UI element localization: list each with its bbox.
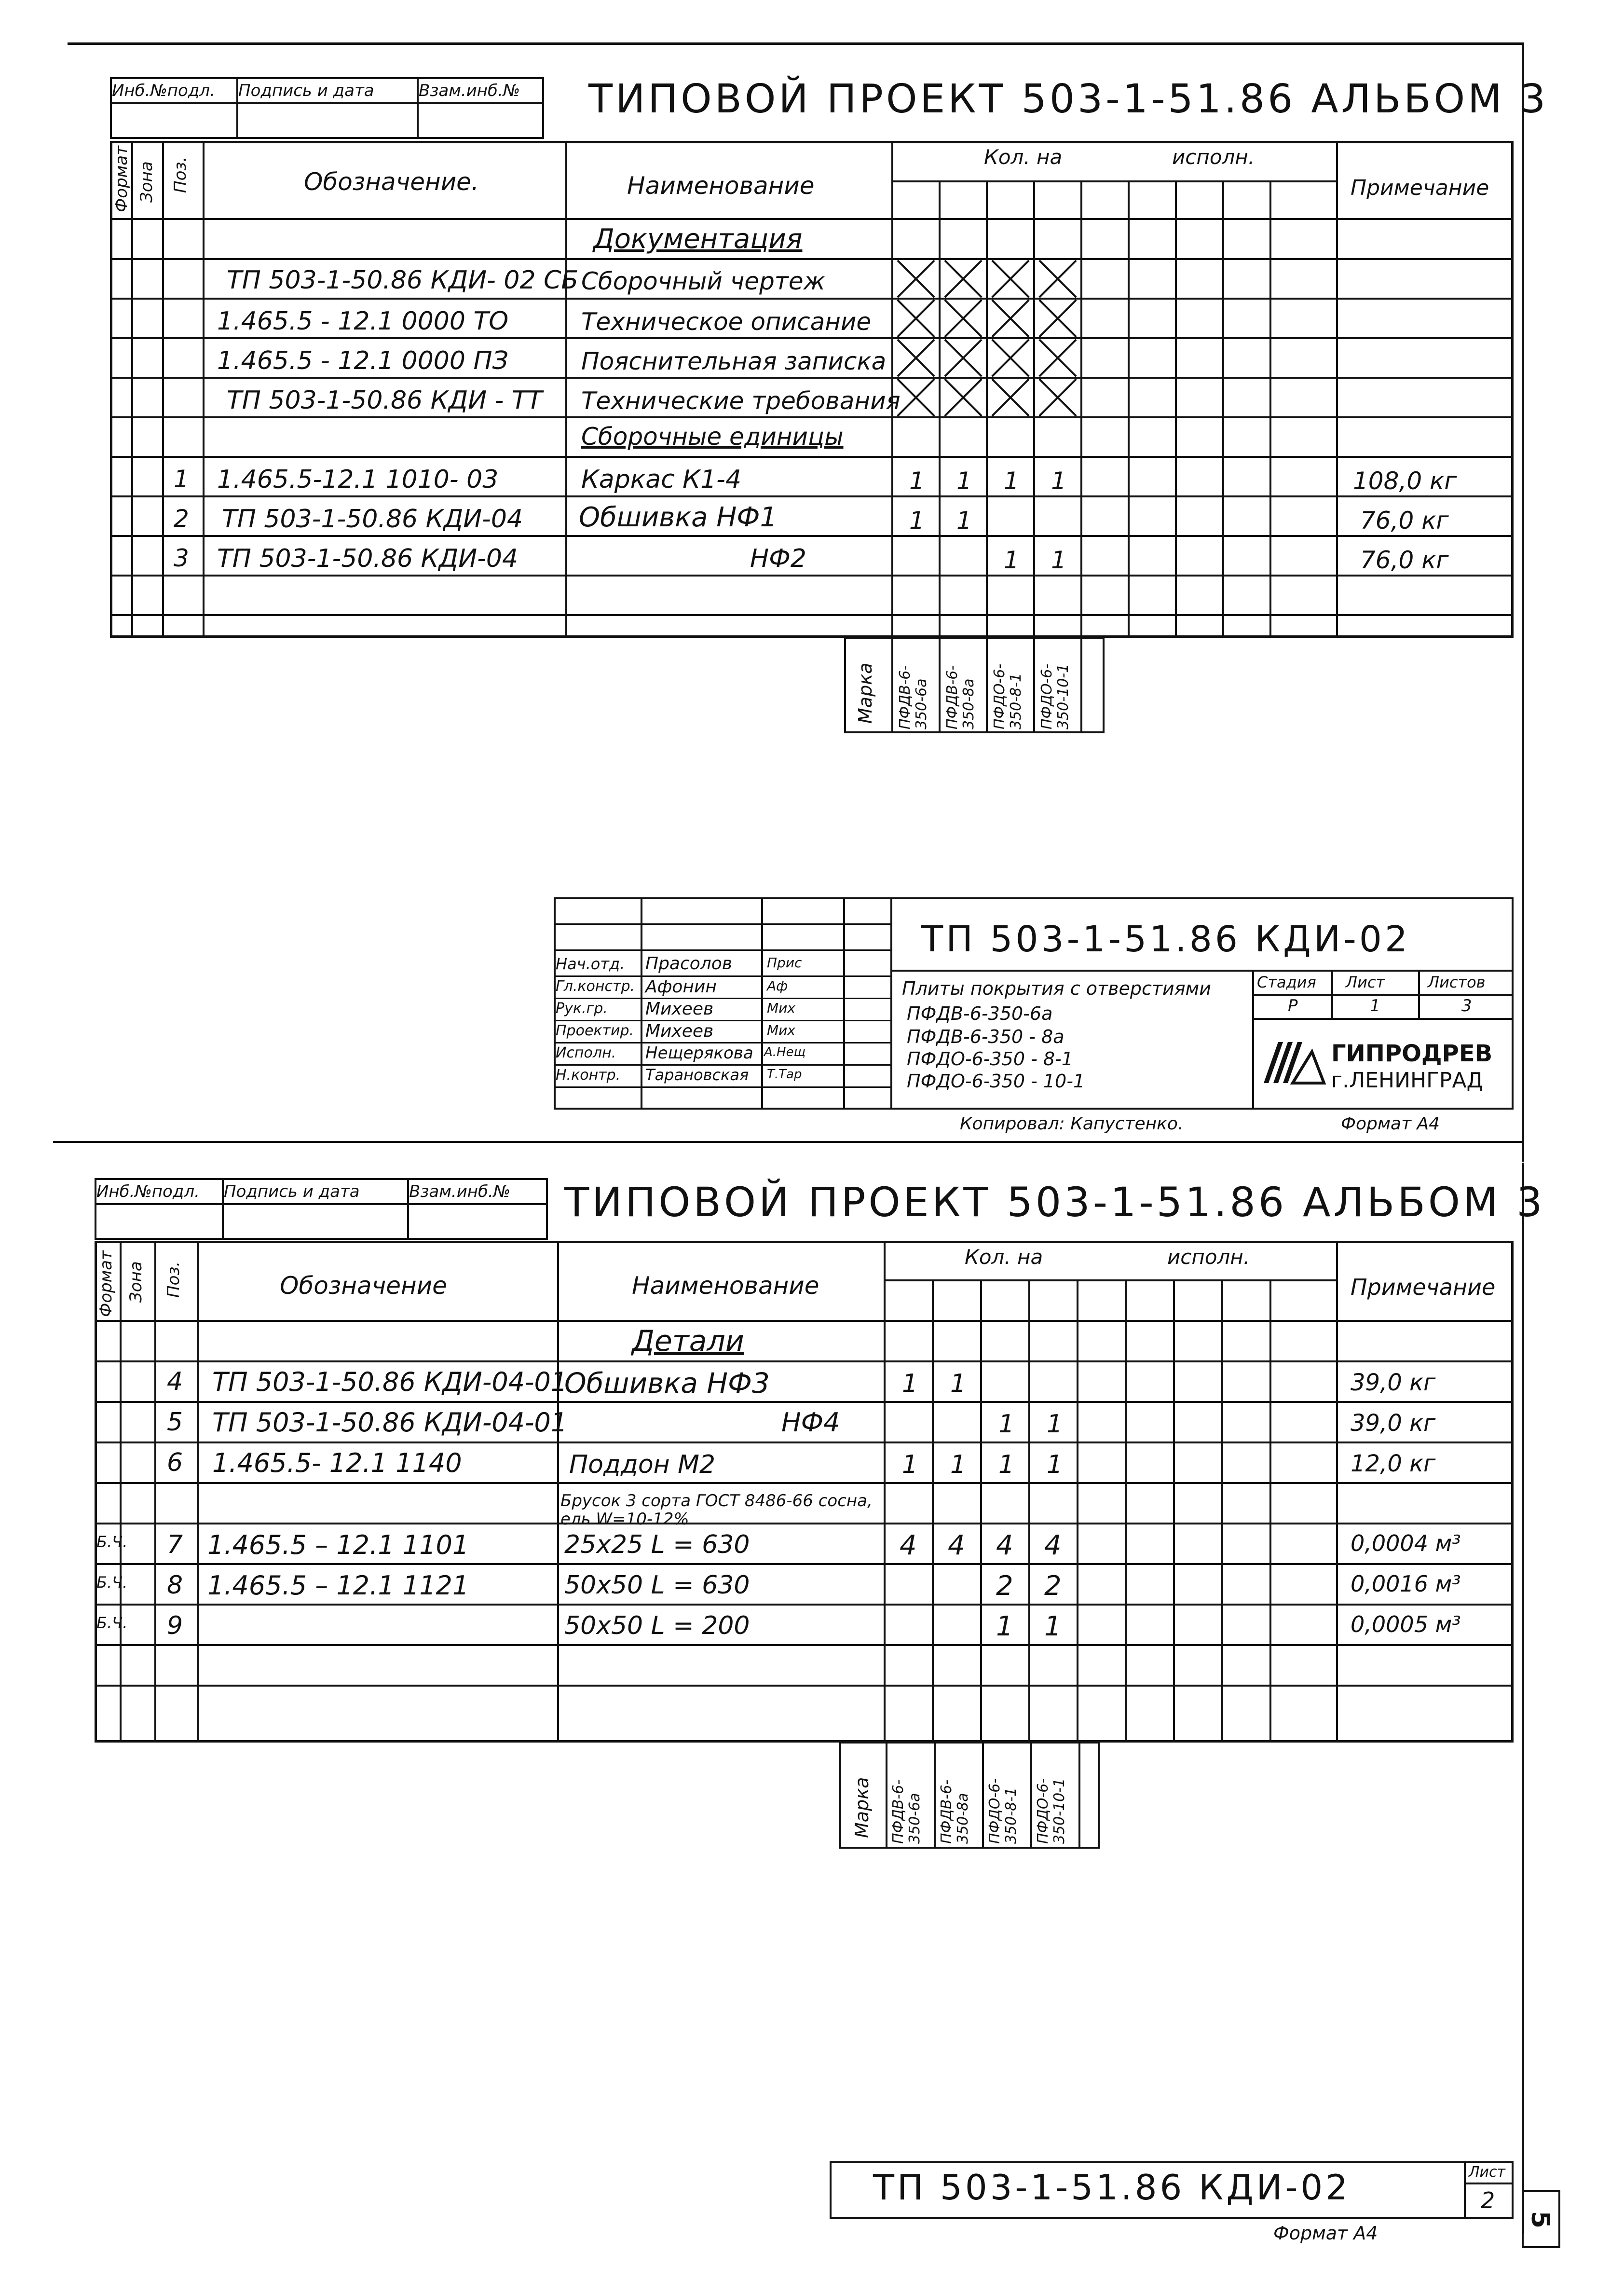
hdr-qty: Кол. на — [965, 1245, 1043, 1269]
person-name: Нещерякова — [645, 1043, 753, 1063]
frame-top — [68, 42, 1524, 45]
person-sig: Мих — [767, 1022, 795, 1038]
titleblock-code: ТП 503-1-51.86 КДИ-02 — [873, 2167, 1351, 2208]
desc-line: Плиты покрытия с отверстиями — [902, 978, 1211, 999]
row-name: Брусок 3 сорта ГОСТ 8486-66 сосна, ель W=10-12% — [560, 1491, 873, 1529]
row-note: 39,0 кг — [1351, 1410, 1436, 1437]
row-designation: 1.465.5 – 12.1 1101 — [207, 1530, 469, 1560]
x-mark — [941, 339, 986, 377]
row-designation: ТП 503-1-50.86 КДИ- 02 СБ — [227, 266, 579, 295]
qty-cell: 1 — [950, 1450, 967, 1479]
qty-cell: 1 — [1004, 467, 1019, 495]
sheets-value: 3 — [1461, 996, 1472, 1016]
mark-item: ПФДВ-6-350-6а — [897, 665, 930, 729]
qty-cell: 1 — [950, 1369, 967, 1398]
person-sig: Мих — [767, 1000, 795, 1016]
person-name: Прасолов — [645, 954, 733, 974]
row-name: Обшивка НФ1 — [579, 502, 778, 533]
org-name: ГИПРОДРЕВ — [1331, 1040, 1493, 1067]
row-note: 0,0016 м³ — [1351, 1571, 1461, 1597]
row-name: 25x25 L = 630 — [564, 1530, 750, 1559]
row-designation: ТП 503-1-50.86 КДИ-04-01 — [212, 1407, 568, 1438]
x-mark — [893, 300, 939, 337]
mark-item: ПФДО-6-350-8-1 — [991, 663, 1024, 729]
desc-line: ПФДВ-6-350-6а — [907, 1003, 1053, 1024]
qty-cell: 1 — [909, 467, 925, 495]
row-designation: 1.465.5-12.1 1010- 03 — [217, 465, 499, 494]
row-name: НФ2 — [750, 544, 806, 573]
hdr-zone: Зона — [137, 161, 156, 203]
x-mark — [893, 339, 939, 377]
row-format: Б.Ч. — [96, 1533, 128, 1551]
row-note: 39,0 кг — [1351, 1369, 1436, 1396]
qty-cell: 1 — [1051, 467, 1066, 495]
qty-cell: 4 — [948, 1530, 965, 1561]
stage-label: Стадия — [1257, 973, 1316, 991]
row-pos: 6 — [167, 1448, 183, 1477]
stamp-sign: Подпись и дата — [238, 81, 374, 100]
hdr-format: Формат — [96, 1250, 116, 1317]
mark-item: ПФДО-6-350-8-1 — [986, 1778, 1020, 1844]
hdr-designation: Обозначение. — [304, 168, 479, 196]
page-number: 5 — [1526, 2210, 1555, 2229]
hdr-pos: Поз. — [164, 1261, 183, 1298]
marks-label: Марка — [855, 662, 876, 724]
stamp-box — [95, 1178, 548, 1240]
x-mark — [1035, 379, 1080, 416]
sheet-value: 2 — [1481, 2187, 1495, 2213]
sheet-label: Лист — [1469, 2164, 1506, 2181]
row-designation: 1.465.5- 12.1 1140 — [212, 1448, 462, 1478]
row-name: 50x50 L = 200 — [564, 1611, 750, 1640]
person-name: Михеев — [645, 999, 714, 1019]
row-name: НФ4 — [781, 1407, 840, 1438]
person-sig: Прис — [767, 955, 802, 971]
row-pos: 7 — [167, 1530, 183, 1559]
x-mark — [988, 260, 1033, 298]
qty-cell: 1 — [902, 1450, 918, 1479]
hdr-qty: Кол. на — [984, 145, 1063, 169]
mark-item: ПФДВ-6-350-6а — [890, 1779, 923, 1844]
row-name: Каркас К1-4 — [581, 465, 742, 494]
stamp-sign: Подпись и дата — [224, 1182, 360, 1201]
row-pos: 8 — [167, 1571, 183, 1600]
stamp-inv: Инб.№подл. — [112, 81, 215, 100]
row-name: Сборочный чертеж — [581, 267, 825, 295]
row-note: 76,0 кг — [1360, 546, 1449, 574]
stamp-box — [110, 77, 544, 139]
row-pos: 2 — [174, 505, 189, 533]
qty-cell: 1 — [1051, 546, 1066, 574]
row-designation: 1.465.5 - 12.1 0000 ПЗ — [217, 346, 508, 375]
frame-right — [1522, 42, 1524, 1162]
row-pos: 5 — [167, 1408, 183, 1437]
row-pos: 4 — [167, 1367, 183, 1396]
mark-item: ПФДО-6-350-10-1 — [1035, 1778, 1068, 1844]
row-section-units: Сборочные единицы — [581, 423, 844, 451]
hdr-designation: Обозначение — [280, 1272, 447, 1300]
stamp-replace: Взам.инб.№ — [409, 1182, 511, 1201]
hdr-note: Примечание — [1351, 1274, 1496, 1300]
x-mark — [988, 339, 1033, 377]
x-mark — [1035, 339, 1080, 377]
qty-cell: 1 — [996, 1611, 1013, 1642]
qty-cell: 1 — [998, 1410, 1015, 1439]
person-name: Афонин — [645, 977, 717, 997]
marks-label: Марка — [851, 1777, 873, 1838]
row-designation: ТП 503-1-50.86 КДИ-04 — [217, 544, 519, 573]
person-role: Исполн. — [556, 1044, 616, 1061]
hdr-pos: Поз. — [171, 156, 190, 193]
qty-cell: 1 — [956, 467, 972, 495]
sheet-value: 1 — [1370, 996, 1380, 1016]
hdr-format: Формат — [112, 146, 131, 212]
desc-line: ПФДВ-6-350 - 8а — [907, 1026, 1064, 1047]
hdr-exec: исполн. — [1167, 1245, 1250, 1269]
mark-item: ПФДВ-6-350-8а — [938, 1779, 971, 1844]
qty-cell: 4 — [1044, 1530, 1062, 1561]
gipdrev-logo-icon — [1259, 1037, 1326, 1085]
person-name: Михеев — [645, 1021, 714, 1041]
stamp-inv: Инб.№подл. — [96, 1182, 200, 1201]
qty-cell: 1 — [902, 1369, 918, 1398]
row-designation: ТП 503-1-50.86 КДИ-04 — [222, 505, 523, 534]
sheet-label: Лист — [1346, 973, 1385, 991]
x-mark — [988, 300, 1033, 337]
x-mark — [893, 260, 939, 298]
row-name: Обшивка НФ3 — [564, 1367, 770, 1400]
person-role: Гл.констр. — [556, 978, 635, 995]
qty-cell: 2 — [1044, 1570, 1062, 1602]
row-note: 76,0 кг — [1360, 507, 1449, 535]
qty-cell: 4 — [996, 1530, 1013, 1561]
x-mark — [941, 260, 986, 298]
hdr-zone: Зона — [126, 1261, 146, 1303]
x-mark — [988, 379, 1033, 416]
row-name: Пояснительная записка — [581, 347, 887, 375]
row-pos: 9 — [167, 1611, 183, 1640]
qty-cell: 1 — [909, 507, 925, 535]
x-mark — [941, 379, 986, 416]
qty-cell: 1 — [1047, 1410, 1063, 1439]
row-section-docs: Документация — [593, 223, 803, 255]
titleblock-code: ТП 503-1-51.86 КДИ-02 — [921, 919, 1411, 960]
qty-cell: 1 — [998, 1450, 1015, 1479]
qty-cell: 1 — [1047, 1450, 1063, 1479]
row-pos: 3 — [174, 544, 189, 572]
row-format: Б.Ч. — [96, 1614, 128, 1632]
row-section-details: Детали — [632, 1324, 744, 1358]
row-name: Техническое описание — [581, 308, 872, 336]
x-mark — [1035, 300, 1080, 337]
desc-line: ПФДО-6-350 - 10-1 — [907, 1071, 1085, 1092]
stamp-replace: Взам.инб.№ — [419, 81, 520, 100]
row-pos: 1 — [174, 465, 189, 493]
qty-cell: 1 — [1044, 1611, 1062, 1642]
hdr-name: Наименование — [627, 172, 815, 200]
x-mark — [893, 379, 939, 416]
qty-cell: 1 — [956, 507, 972, 535]
row-designation: ТП 503-1-50.86 КДИ - ТТ — [227, 386, 543, 415]
hdr-name: Наименование — [632, 1272, 819, 1300]
sheet1-title: ТИПОВОЙ ПРОЕКТ 503-1-51.86 АЛЬБОМ 3 — [588, 76, 1549, 122]
row-note: 108,0 кг — [1353, 467, 1457, 495]
person-role: Нач.отд. — [556, 955, 625, 973]
qty-cell: 2 — [996, 1570, 1013, 1602]
sheets-label: Листов — [1428, 973, 1486, 991]
row-name: Технические требования — [581, 387, 901, 415]
stage-value: Р — [1288, 996, 1298, 1016]
org-city: г.ЛЕНИНГРАД — [1331, 1068, 1483, 1093]
qty-cell: 4 — [900, 1530, 917, 1561]
qty-cell: 1 — [1004, 546, 1019, 574]
person-sig: Т.Тар — [767, 1067, 802, 1082]
copied-by: Копировал: Капустенко. — [960, 1114, 1184, 1134]
mark-item: ПФДО-6-350-10-1 — [1038, 663, 1072, 729]
x-mark — [941, 300, 986, 337]
hdr-note: Примечание — [1351, 176, 1489, 200]
person-sig: Аф — [767, 978, 788, 994]
sheet2-title: ТИПОВОЙ ПРОЕКТ 503-1-51.86 АЛЬБОМ 3 — [564, 1179, 1545, 1226]
person-role: Рук.гр. — [556, 1000, 608, 1017]
row-note: 0,0005 м³ — [1351, 1611, 1461, 1637]
row-note: 12,0 кг — [1351, 1450, 1436, 1477]
person-sig: А.Нещ — [764, 1045, 806, 1059]
format-label: Формат А4 — [1273, 2223, 1378, 2244]
mark-item: ПФДВ-6-350-8а — [944, 665, 977, 729]
row-name: 50x50 L = 630 — [564, 1571, 750, 1600]
person-name: Тарановская — [645, 1066, 749, 1084]
desc-line: ПФДО-6-350 - 8-1 — [907, 1048, 1073, 1070]
frame-cut — [53, 1141, 1524, 1143]
row-designation: ТП 503-1-50.86 КДИ-04-01 — [212, 1367, 568, 1397]
person-role: Проектир. — [556, 1022, 634, 1039]
row-format: Б.Ч. — [96, 1573, 128, 1592]
x-mark — [1035, 260, 1080, 298]
frame-right — [1522, 1163, 1524, 2234]
row-name: Поддон М2 — [569, 1450, 716, 1479]
format-label: Формат А4 — [1341, 1114, 1440, 1134]
row-note: 0,0004 м³ — [1351, 1530, 1461, 1556]
row-designation: 1.465.5 - 12.1 0000 ТО — [217, 307, 509, 336]
row-designation: 1.465.5 – 12.1 1121 — [207, 1570, 469, 1601]
person-role: Н.контр. — [556, 1067, 621, 1084]
hdr-exec: исполн. — [1172, 145, 1255, 169]
